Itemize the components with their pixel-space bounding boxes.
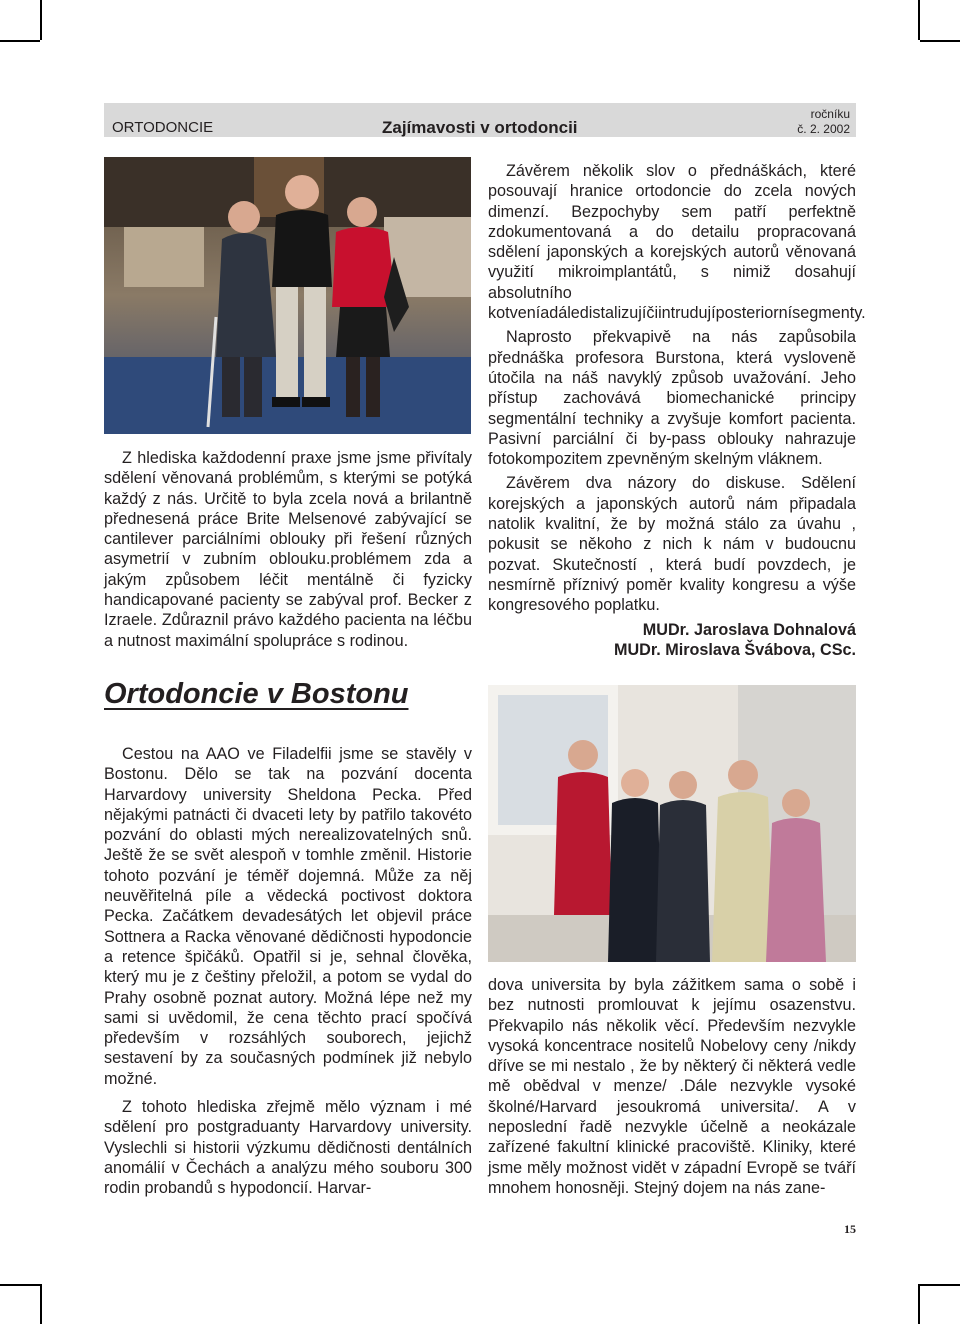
paragraph: Z hlediska každodenní praxe jsme jsme přivítaly sdělení věnovaná problémům, s kterými se potýká každý z nás. Určitě to byla zcela nová a brilantně přednesená práce Brite Melsenové zabývající se cantilever parciálními oblouky při řešení různých asymetrií v zubním oblouku.problémem zda a jakým způsobem léčit mentálně či fyzicky handicapované pacienty se zabýval prof. Becker z Izraele. Zdůraznil právo každého pacienta na léčbu a nutnost maximální spolupráce s rodinou. [104, 449, 472, 650]
header-issue-number: č. 2. 2002 [797, 122, 850, 136]
crop-mark [0, 1284, 40, 1286]
left-column-top [104, 448, 472, 651]
author-signature: MUDr. Jaroslava Dohnalová [642, 620, 856, 639]
article-title: Ortodoncie v Bostonu [104, 678, 409, 710]
header-volume: ročníku [810, 107, 850, 121]
header-section: ORTODONCIE [112, 119, 214, 136]
paragraph: Závěrem několik slov o přednáškách, které posouvají hranice ortodoncie do zcela nových dimenzí. Bezpochyby sem patří perfektně zdokumentovaná a do detailu propracovaná sdělení japonských a korejských autorů věnovaná využití mikroimplantátů, s nimiž dosahují absolutního kotveníadáledistalizujíčiintrudujíposteriornísegmenty. [488, 162, 866, 323]
running-header [104, 103, 856, 137]
harvard-photo-image [488, 685, 856, 962]
header-issue [797, 107, 850, 137]
header-title: Zajímavosti v ortodoncii [382, 118, 578, 137]
author-signature: MUDr. Miroslava Švábova, CSc. [613, 640, 856, 659]
harvard-photo [488, 685, 856, 962]
paragraph: Z tohoto hlediska zřejmě mělo význam i mé sdělení pro postgraduanty Harvardovy university. Vyslechli si historii výzkumu dědičnosti dentálních anomálií v Čechách a analýzu mého souboru 300 rodin probandů s hypodoncií. Harvar- [104, 1098, 472, 1198]
crop-mark [40, 0, 42, 40]
crop-mark [918, 0, 920, 40]
congress-photo-image [104, 157, 471, 434]
paragraph: dova universita by byla zážitkem sama o sobě i bez nutnosti promlouvat k jejímu osazenstvu. Překvapilo nás několik věcí. Především nezvykle vysoká koncentrace nositelů Nobelovy ceny /nikdy dříve se mi nestalo , že by některý či některá vedle mě obědval v menze/ .Dále nezvykle vysoké školné/Harvard jesoukromá universita/. A v neposlední řadě nezvykle účelně a neokázale zařízené fakultní klinické pracoviště. Kliniky, které jsme měly možnost vidět v západní Evropě se tváří mnohem honosněji. Stejný dojem na nás zane- [488, 976, 856, 1197]
paragraph: Naprosto překvapivě na nás zapůsobila přednáška profesora Burstona, která vysloveně útočila na náš navyklý způsob uvažování. Jeho přístup zachovává biomechanické principy segmentální techniky a zvyšuje komfort pacienta. Pasivní parciální či by-pass oblouky nahrazuje fotokompozitem zpevněným skelným vláknem. [488, 328, 856, 469]
crop-mark [920, 40, 960, 42]
crop-mark [918, 1284, 920, 1324]
crop-mark [920, 1284, 960, 1286]
paragraph: Závěrem dva názory do diskuse. Sdělení korejských a japonských autorů nám připadala natolik kvalitní, že by možná stálo za úvahu , pokusit se někoho z nich k nám v budoucnu pozvat. Skutečností , která budí povzdech, je nesmírně příznivý poměr kvality kongresu a výše kongresového poplatku. [488, 474, 856, 615]
left-column-bottom [104, 744, 472, 1199]
crop-mark [40, 1284, 42, 1324]
paragraph: Cestou na AAO ve Filadelfii jsme se stavěly v Bostonu. Dělo se tak na pozvání docenta Harvardovy university Sheldona Pecka. Před nějakými patnácti či dvaceti lety by patřilo takovéto pozvání do oblasti mých nerealizovatelných snů. Ještě že se svět alespoň v tomhle změnil. Historie tohoto pozvání je téměř dojemná. Může za něj neuvěřitelná píle a vědecká poctivost doktora Pecka. Začátkem devadesátých let objevil práce Sottnera a Racka věnované dědičnosti hypodoncie a retence špičáků. Opatřil si je, sehnal člověka, který mu je z češtiny přeložil, a potom se vydal do Prahy osobně poznat autory. Možná lépe než my sami si uvědomil, že cena těchto prací spočívá především v rozsáhlých souborech, jejichž sestavení by za současných podmínek již nebylo možné. [104, 745, 472, 1088]
right-column-bottom [488, 975, 856, 1198]
right-column-top [488, 161, 866, 660]
page-number: 15 [844, 1222, 856, 1236]
congress-photo [104, 157, 471, 434]
crop-mark [0, 40, 40, 42]
